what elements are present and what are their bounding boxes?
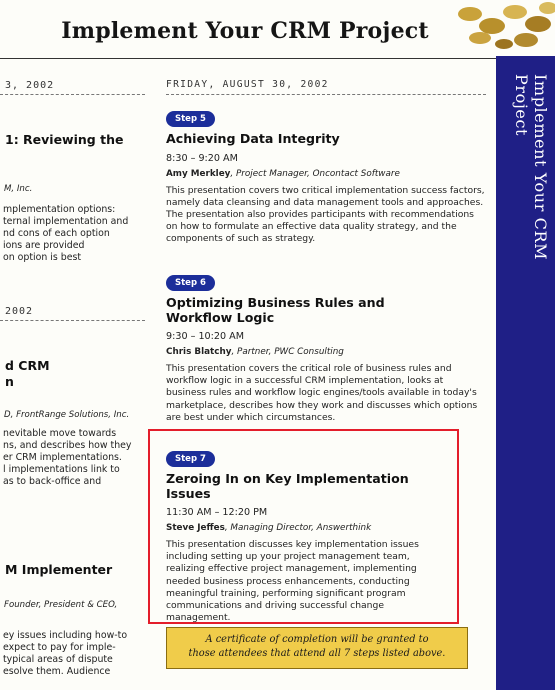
- session-description: This presentation discusses key implementation issues including setting up your project management team, realizing effective project management, implementing needed business process enhancements, conducting meaningful training, performing significant program communications and driving successful change management.: [166, 539, 419, 624]
- page-title: Implement Your CRM Project: [61, 18, 429, 44]
- left-body-2-line: as to back-office and: [3, 476, 102, 487]
- session-speaker: [166, 347, 486, 357]
- session-time: 9:30 – 10:20 AM: [166, 331, 244, 342]
- session-time: 11:30 AM – 12:20 PM: [166, 507, 268, 518]
- header-divider: [0, 58, 555, 59]
- certificate-note: [166, 627, 468, 669]
- step-badge: Step 7: [166, 451, 215, 467]
- left-company-2: D, FrontRange Solutions, Inc.: [4, 410, 130, 420]
- left-date-mid: 2002: [5, 306, 34, 317]
- speaker-role: , Managing Director, Answerthink: [224, 523, 372, 533]
- step-badge: Step 6: [166, 275, 215, 291]
- left-body-1-line: ions are provided: [3, 240, 85, 251]
- left-body-1-line: ternal implementation and: [3, 216, 129, 227]
- schedule-date: FRIDAY, AUGUST 30, 2002: [166, 79, 329, 90]
- session-speaker: [166, 523, 451, 533]
- left-company-1: M, Inc.: [4, 184, 33, 194]
- speaker-name: Steve Jeffes: [166, 523, 225, 533]
- left-body-3-line: expect to pay for imple-: [3, 642, 116, 653]
- left-body-3-line: typical areas of dispute: [3, 654, 113, 665]
- left-date-top: 3, 2002: [5, 80, 55, 91]
- session-title: Achieving Data Integrity: [166, 131, 340, 146]
- left-column: [0, 72, 145, 690]
- schedule-date-rule: [166, 94, 486, 95]
- session-step-7: [166, 446, 451, 624]
- left-company-3: Founder, President & CEO,: [4, 600, 118, 610]
- session-title: Optimizing Business Rules and Workflow Logic: [166, 295, 385, 325]
- sidebar-title: Implement Your CRM Project: [512, 74, 550, 261]
- left-body-1-line: on option is best: [3, 252, 82, 263]
- speaker-role: , Partner, PWC Consulting: [231, 347, 344, 357]
- left-rule-top: [0, 94, 145, 96]
- session-speaker: [166, 169, 486, 179]
- left-body-3-line: ey issues including how-to: [3, 630, 128, 641]
- session-title: Zeroing In on Key Implementation Issues: [166, 471, 409, 501]
- left-heading-2: n: [5, 374, 14, 389]
- left-body-1-line: nd cons of each option: [3, 228, 110, 239]
- left-heading-2: d CRM: [5, 358, 50, 373]
- step-badge: Step 5: [166, 111, 215, 127]
- left-body-2-line: er CRM implementations.: [3, 452, 122, 463]
- left-body-3-line: esolve them. Audience: [3, 666, 111, 677]
- certificate-line: A certificate of completion will be granted to: [205, 634, 429, 645]
- left-body-2-line: nevitable move towards: [3, 428, 117, 439]
- coins-decoration-icon: [440, 0, 555, 52]
- left-body-1-line: mplementation options:: [3, 204, 116, 215]
- session-time: 8:30 – 9:20 AM: [166, 152, 238, 164]
- speaker-name: Chris Blatchy: [166, 347, 232, 357]
- speaker-role: , Project Manager, Oncontact Software: [230, 168, 400, 179]
- session-description: This presentation covers the critical role of business rules and workflow logic in a successful CRM implementation, looks at business rules and workflow logic engines/tools available in today's marketplace, describes how they work and discusses which options are best under which circumstances.: [166, 363, 478, 423]
- left-heading-1: 1: Reviewing the: [5, 132, 124, 147]
- left-rule-mid: [0, 320, 145, 322]
- left-body-2-line: l implementations link to: [3, 464, 120, 475]
- session-step-5: [166, 106, 486, 246]
- certificate-line: those attendees that attend all 7 steps listed above.: [188, 648, 446, 659]
- session-step-6: [166, 270, 486, 424]
- left-heading-3: M Implementer: [5, 562, 113, 577]
- session-description: This presentation covers two critical implementation success factors, namely data cleansing and data management tools and approaches. The presentation also provides participants with recommendations on how to formulate an effective data quality strategy, and the components of such as strategy.: [166, 184, 485, 245]
- speaker-name: Amy Merkley: [166, 168, 231, 179]
- left-body-2-line: ns, and describes how they: [3, 440, 132, 451]
